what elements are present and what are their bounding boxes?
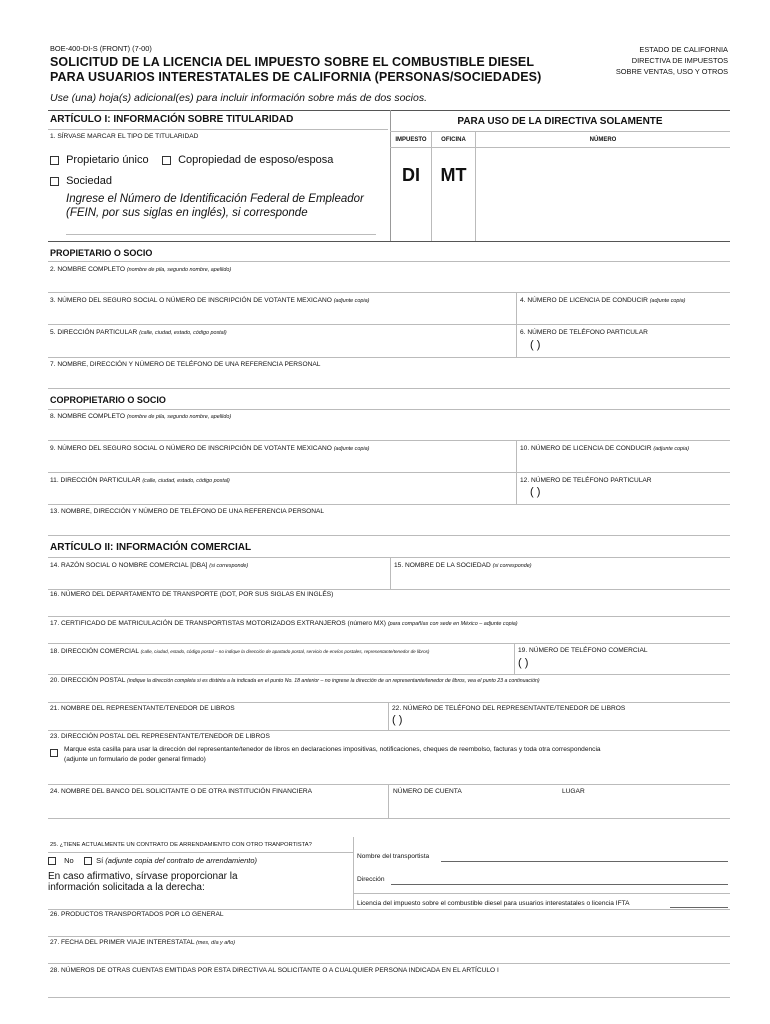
f25-carrier-label: Nombre del transportista — [357, 853, 430, 860]
office-value: MT — [440, 165, 467, 185]
f17-label[interactable]: 17. CERTIFICADO DE MATRICULACIÓN DE TRANSPORTISTAS MOTORIZADOS EXTRANJEROS (número MX) (para compañías con sede en México – adjunte copia) — [50, 620, 518, 627]
f24-account-label[interactable]: NÚMERO DE CUENTA — [393, 788, 462, 795]
f26-label[interactable]: 26. PRODUCTOS TRANSPORTADOS POR LO GENERAL — [50, 911, 224, 918]
fein-line2: (FEIN, por sus siglas en inglés), si corresponde — [66, 207, 308, 219]
divider — [353, 837, 354, 909]
f24-place-label[interactable]: LUGAR — [562, 788, 585, 795]
divider — [48, 643, 730, 644]
divider — [514, 643, 515, 674]
f15-label[interactable]: 15. NOMBRE DE LA SOCIEDAD (si corresponde) — [394, 562, 532, 569]
divider — [354, 893, 730, 894]
divider — [431, 131, 432, 241]
f25-no-option[interactable] — [48, 856, 74, 865]
f2-label[interactable]: 2. NOMBRE COMPLETO (nombre de pila, segundo nombre, apellido) — [50, 266, 232, 273]
f7-label[interactable]: 7. NOMBRE, DIRECCIÓN Y NÚMERO DE TELÉFONO DE UNA REFERENCIA PERSONAL — [50, 361, 321, 368]
divider — [48, 702, 730, 703]
office-use-heading: PARA USO DE LA DIRECTIVA SOLAMENTE — [457, 116, 663, 127]
f23-checkbox[interactable] — [50, 744, 58, 762]
form-title-line1: SOLICITUD DE LA LICENCIA DEL IMPUESTO SOBRE EL COMBUSTIBLE DIESEL — [50, 55, 535, 69]
sole-proprietor-checkbox[interactable] — [50, 156, 59, 165]
divider — [48, 784, 730, 785]
divider — [48, 963, 730, 964]
f20-label[interactable]: 20. DIRECCIÓN POSTAL (indique la dirección completa si es distinta a la indicada en el punto No. 18 anterior – no ingrese la dirección de un representante/tenedor de libros, vea el punto 23 a continuación) — [50, 677, 540, 684]
tax-value: DI — [402, 165, 420, 185]
f25-yes-label: Sí — [96, 856, 104, 865]
f8-label[interactable]: 8. NOMBRE COMPLETO (nombre de pila, segundo nombre, apellido) — [50, 413, 232, 420]
col-tax: IMPUESTO — [395, 137, 427, 143]
divider — [48, 324, 730, 325]
f23-checkbox-box[interactable] — [50, 749, 58, 757]
form-subtitle: Use (una) hoja(s) adicional(es) para incluir información sobre más de dos socios. — [50, 92, 428, 104]
f9-label[interactable]: 9. NÚMERO DEL SEGURO SOCIAL O NÚMERO DE INSCRIPCIÓN DE VOTANTE MEXICANO (adjunte copia) — [50, 445, 370, 452]
f25-yes-note: (adjunte copia del contrato de arrendamiento) — [105, 856, 258, 865]
f18-label[interactable]: 18. DIRECCIÓN COMERCIAL (calle, ciudad, estado, código postal – no indique la dirección de apartado postal, servicio de envíos postales, representante/tenedor de libros) — [50, 648, 430, 655]
divider — [48, 440, 730, 441]
f21-label[interactable]: 21. NOMBRE DEL REPRESENTANTE/TENEDOR DE LIBROS — [50, 705, 235, 712]
f19-label[interactable]: 19. NÚMERO DE TELÉFONO COMERCIAL — [518, 647, 648, 654]
divider — [390, 131, 730, 132]
divider — [48, 936, 730, 937]
divider — [48, 616, 730, 617]
fein-input-line[interactable] — [66, 234, 376, 235]
agency-line2: SOBRE VENTAS, USO Y OTROS — [615, 67, 728, 76]
divider — [475, 131, 476, 241]
f25-yes-option[interactable] — [84, 856, 257, 865]
f4-label[interactable]: 4. NÚMERO DE LICENCIA DE CONDUCIR (adjunte copia) — [520, 297, 686, 304]
f25-address-label: Dirección — [357, 876, 385, 883]
form-id: BOE-400-DI-S (FRONT) (7-00) — [50, 44, 152, 53]
divider — [388, 702, 389, 730]
col-number: NÚMERO — [589, 137, 617, 143]
opt-partnership[interactable] — [50, 175, 112, 187]
divider — [48, 589, 730, 590]
f14-label[interactable]: 14. RAZÓN SOCIAL O NOMBRE COMERCIAL [DBA] (si corresponde) — [50, 562, 249, 569]
f25-no-label: No — [64, 856, 74, 865]
f6-label[interactable]: 6. NÚMERO DE TELÉFONO PARTICULAR — [520, 329, 648, 336]
f12-phone-parens[interactable]: ( ) — [530, 486, 541, 498]
divider — [390, 557, 391, 589]
f22-label[interactable]: 22. NÚMERO DE TELÉFONO DEL REPRESENTANTE/TENEDOR DE LIBROS — [392, 705, 626, 712]
divider — [48, 674, 730, 675]
divider — [48, 818, 730, 819]
opt-sole-proprietor[interactable] — [50, 154, 149, 166]
coowner-heading: COPROPIETARIO O SOCIO — [50, 395, 166, 405]
f11-label[interactable]: 11. DIRECCIÓN PARTICULAR (calle, ciudad, estado, código postal) — [50, 477, 230, 484]
f27-label[interactable]: 27. FECHA DEL PRIMER VIAJE INTERESTATAL (mes, día y año) — [50, 939, 236, 946]
divider — [48, 409, 730, 410]
f25-license-label: Licencia del impuesto sobre el combustible diesel para usuarios interestatales o licencia IFTA — [357, 900, 630, 907]
f25-if-yes2: información solicitada a la derecha: — [48, 882, 205, 893]
divider — [48, 292, 730, 293]
fein-line1: Ingrese el Número de Identificación Federal de Empleador — [66, 193, 364, 205]
f19-phone-parens[interactable]: ( ) — [518, 657, 529, 669]
f28-label[interactable]: 28. NÚMEROS DE OTRAS CUENTAS EMITIDAS POR ESTA DIRECTIVA AL SOLICITANTE O A CUALQUIER PERSONA INDICADA EN EL ARTÍCULO I — [50, 967, 499, 974]
f16-label[interactable]: 16. NÚMERO DEL DEPARTAMENTO DE TRANSPORTE (DOT, POR SUS SIGLAS EN INGLÉS) — [50, 591, 334, 598]
spouse-label: Copropiedad de esposo/esposa — [178, 154, 334, 166]
q1-label: 1. SÍRVASE MARCAR EL TIPO DE TITULARIDAD — [50, 133, 199, 140]
spouse-checkbox[interactable] — [162, 156, 171, 165]
divider — [390, 147, 730, 148]
f12-label[interactable]: 12. NÚMERO DE TELÉFONO PARTICULAR — [520, 477, 652, 484]
divider — [48, 241, 730, 242]
divider — [48, 997, 730, 998]
f13-label[interactable]: 13. NOMBRE, DIRECCIÓN Y NÚMERO DE TELÉFONO DE UNA REFERENCIA PERSONAL — [50, 508, 325, 515]
owner-heading: PROPIETARIO O SOCIO — [50, 248, 153, 258]
col-office: OFICINA — [441, 137, 466, 143]
state-label: ESTADO DE CALIFORNIA — [639, 45, 728, 54]
f5-label[interactable]: 5. DIRECCIÓN PARTICULAR (calle, ciudad, estado, código postal) — [50, 329, 227, 336]
partnership-checkbox[interactable] — [50, 177, 59, 186]
divider — [48, 357, 730, 358]
f22-phone-parens[interactable]: ( ) — [392, 714, 403, 726]
divider — [48, 472, 730, 473]
divider — [48, 730, 730, 731]
article2-heading: ARTÍCULO II: INFORMACIÓN COMERCIAL — [50, 542, 252, 553]
f25-carrier-input[interactable] — [441, 861, 728, 862]
divider — [48, 504, 730, 505]
f24-label[interactable]: 24. NOMBRE DEL BANCO DEL SOLICITANTE O DE OTRA INSTITUCIÓN FINANCIERA — [50, 788, 313, 795]
divider — [48, 261, 730, 262]
f23-check-text2: (adjunte un formulario de poder general firmado) — [64, 756, 206, 763]
f25-no-checkbox[interactable] — [48, 857, 56, 865]
f25-label: 25. ¿TIENE ACTUALMENTE UN CONTRATO DE ARRENDAMIENTO CON OTRO TRANPORTISTA? — [50, 842, 312, 848]
f3-label[interactable]: 3. NÚMERO DEL SEGURO SOCIAL O NÚMERO DE INSCRIPCIÓN DE VOTANTE MEXICANO (adjunte copia) — [50, 297, 370, 304]
article1-heading: ARTÍCULO I: INFORMACIÓN SOBRE TITULARIDAD — [50, 114, 294, 125]
f23-check-text: Marque esta casilla para usar la dirección del representante/tenedor de libros en declaraciones impositivas, notificaciones, cheques de reembolso, facturas y toda otra correspondencia — [64, 746, 601, 753]
divider — [388, 784, 389, 818]
f6-phone-parens[interactable]: ( ) — [530, 339, 541, 351]
divider — [48, 535, 730, 536]
f25-yes-checkbox[interactable] — [84, 857, 92, 865]
opt-spouse[interactable] — [162, 154, 333, 166]
f25-address-input[interactable] — [391, 884, 728, 885]
agency-line1: DIRECTIVA DE IMPUESTOS — [631, 56, 728, 65]
f23-label[interactable]: 23. DIRECCIÓN POSTAL DEL REPRESENTANTE/TENEDOR DE LIBROS — [50, 733, 270, 740]
divider — [48, 557, 730, 558]
divider — [48, 129, 388, 130]
f25-if-yes1: En caso afirmativo, sírvase proporcionar la — [48, 871, 238, 882]
divider — [48, 909, 730, 910]
partnership-label: Sociedad — [66, 175, 112, 187]
sole-proprietor-label: Propietario único — [66, 154, 149, 166]
f25-license-input[interactable] — [670, 907, 728, 908]
form-title-line2: PARA USUARIOS INTERESTATALES DE CALIFORNIA (PERSONAS/SOCIEDADES) — [50, 70, 542, 84]
divider — [48, 852, 354, 853]
f10-label[interactable]: 10. NÚMERO DE LICENCIA DE CONDUCIR (adjunte copia) — [520, 445, 690, 452]
divider — [48, 388, 730, 389]
